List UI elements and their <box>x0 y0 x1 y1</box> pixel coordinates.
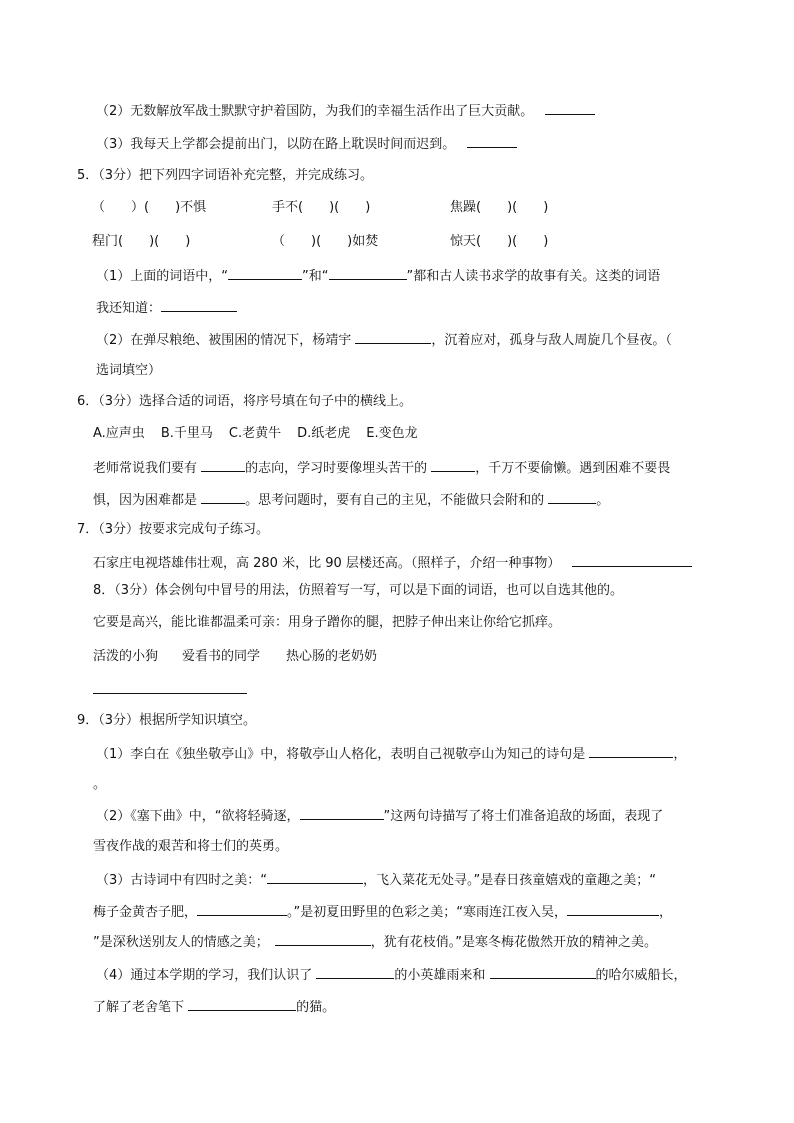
q5-word-1: （ ）( )不惧 <box>92 200 207 215</box>
q9-sub-2-cont: 雪夜作战的艰苦和将士们的英勇。 <box>93 839 289 854</box>
q9-3-text: ，飞入菜花无处寻。”是春日孩童嬉戏的童趣之美；“ <box>363 873 656 888</box>
q9-3-text: ，犹有花枝俏。”是寒冬梅花傲然开放的精神之美。 <box>370 935 657 950</box>
q9-sub-1 <box>96 744 686 764</box>
q6-text: 惧，因为困难都是 <box>93 493 202 508</box>
answer-blank[interactable] <box>161 298 237 312</box>
answer-blank[interactable] <box>300 806 384 820</box>
q6-text: 的志向，学习时要像埋头苦干的 <box>245 461 432 476</box>
q6-option-d: D.纸老虎 <box>297 426 351 441</box>
answer-blank[interactable] <box>228 266 302 280</box>
q9-sub-4 <box>96 965 687 985</box>
q9-3-text: ”是深秋送别友人的情感之美； <box>93 935 269 950</box>
q8-word: 活泼的小狗 <box>93 649 159 664</box>
answer-blank[interactable] <box>567 902 659 916</box>
q6-option-b: B.千里马 <box>160 426 213 441</box>
q5-1-text: （1）上面的词语中，“ <box>96 269 229 284</box>
q9-title: 9．（3分）根据所学知识填空。 <box>77 713 257 728</box>
answer-blank[interactable] <box>548 490 596 504</box>
q5-word-2: 手不( )( ) <box>272 200 371 215</box>
answer-blank[interactable] <box>267 870 363 884</box>
q9-1-text: ， <box>673 747 687 762</box>
q9-4-text: 的小英雄雨来和 <box>394 968 490 983</box>
answer-blank[interactable] <box>316 965 394 979</box>
q5-sub-2-cont: 选词填空） <box>96 363 162 378</box>
q5-sub-1-cont <box>96 298 237 318</box>
q9-2-text: （2）《塞下曲》中，“欲将轻骑逐， <box>96 809 300 824</box>
q5-sub-2 <box>96 330 672 350</box>
answer-blank[interactable] <box>188 997 296 1011</box>
q6-option-c: C.老黄牛 <box>228 426 282 441</box>
q6-text: ，千万不要偷懒。遇到困难不要畏 <box>475 461 671 476</box>
answer-blank[interactable] <box>201 458 245 472</box>
q5-1-text: ”都和古人读书求学的故事有关。这类的词语 <box>406 269 661 284</box>
q9-4-text: 了解了老舍笔下 <box>93 1000 189 1015</box>
q9-3-text: 梅子金黄杏子肥， <box>93 905 198 920</box>
q4-3-text: （3）我每天上学都会提前出门，以防在路上耽误时间而迟到。 <box>96 137 456 152</box>
q4-2-text: （2）无数解放军战士默默守护着国防，为我们的幸福生活作出了巨大贡献。 <box>96 104 534 119</box>
q7-text: 石家庄电视塔雄伟壮观，高 280 米，比 90 层楼还高。（照样子，介绍一种事物） <box>93 556 561 571</box>
answer-blank[interactable] <box>201 490 245 504</box>
q5-word-5: （ )( )如焚 <box>272 234 379 249</box>
q6-text: 。思考问题时，要有自己的主见，不能做只会附和的 <box>245 493 549 508</box>
q9-2-text: ”这两句诗描写了将士们准备追敌的场面，表现了 <box>383 809 664 824</box>
q5-2-text: ，沉着应对，孤身与敌人周旋几个昼夜。（ <box>431 333 672 348</box>
q9-3-text: （3）古诗词中有四时之美：“ <box>96 873 268 888</box>
q9-sub-2 <box>96 806 663 826</box>
q5-2-text: （2）在弹尽粮绝、被围困的情况下，杨靖宇 <box>96 333 356 348</box>
q9-1-text: （1）李白在《独坐敬亭山》中，将敬亭山人格化，表明自己视敬亭山为知己的诗句是 <box>96 747 590 762</box>
q5-title: 5．（3分）把下列四字词语补充完整，并完成练习。 <box>77 168 374 183</box>
q5-word-3: 焦躁( )( ) <box>450 200 549 215</box>
q9-sub-3 <box>96 870 656 890</box>
q4-sentence-3 <box>96 134 517 154</box>
q6-text: 老师常说我们要有 <box>93 461 202 476</box>
q9-sub-3-cont-1 <box>93 902 672 922</box>
q6-title: 6．（3分）选择合适的词语，将序号填在句子中的横线上。 <box>77 394 413 409</box>
answer-blank[interactable] <box>355 330 431 344</box>
q8-title: 8．（3分）体会例句中冒号的用法，仿照着写一写，可以是下面的词语，也可以自选其他的。 <box>93 583 624 598</box>
q6-text: 。 <box>596 493 610 508</box>
q5-1-text: ”和“ <box>302 269 329 284</box>
answer-blank[interactable] <box>572 553 692 567</box>
q4-sentence-2 <box>96 101 595 121</box>
q8-answer-blank[interactable] <box>93 680 247 694</box>
q9-4-text: 的猫。 <box>296 1000 336 1015</box>
answer-blank[interactable] <box>197 902 287 916</box>
q9-4-text: 的哈尔威船长， <box>595 968 687 983</box>
answer-blank[interactable] <box>589 744 673 758</box>
q9-sub-4-cont <box>93 997 335 1017</box>
q9-3-text: ， <box>659 905 673 920</box>
q7-title: 7．（3分）按要求完成句子练习。 <box>77 522 270 537</box>
q6-options <box>93 425 418 443</box>
q7-sentence <box>93 553 692 573</box>
answer-blank[interactable] <box>431 458 475 472</box>
q5-word-4: 程门( )( ) <box>92 234 191 249</box>
answer-blank[interactable] <box>490 965 596 979</box>
q8-word: 热心肠的老奶奶 <box>286 649 378 664</box>
q6-option-a: A.应声虫 <box>93 426 145 441</box>
q9-3-text: 。”是初夏田野里的色彩之美；“寒雨连江夜入吴， <box>287 905 567 920</box>
q6-sentence-2 <box>93 490 609 510</box>
q5-sub-1 <box>96 266 660 286</box>
q6-sentence-1 <box>93 458 670 478</box>
q8-words <box>93 648 377 666</box>
q9-4-text: （4）通过本学期的学习，我们认识了 <box>96 968 317 983</box>
q9-sub-3-cont-2 <box>93 932 657 952</box>
answer-blank[interactable] <box>467 134 517 148</box>
answer-blank[interactable] <box>275 932 371 946</box>
answer-blank[interactable] <box>329 266 407 280</box>
q8-word: 爱看书的同学 <box>182 649 261 664</box>
q5-word-6: 惊天( )( ) <box>450 234 549 249</box>
q9-sub-1-cont: 。 <box>93 777 107 792</box>
answer-blank[interactable] <box>545 101 595 115</box>
q8-example: 它要是高兴，能比谁都温柔可亲：用身子蹭你的腿，把脖子伸出来让你给它抓痒。 <box>93 615 562 630</box>
q6-option-e: E.变色龙 <box>366 426 418 441</box>
q5-1-text: 我还知道： <box>96 301 162 316</box>
